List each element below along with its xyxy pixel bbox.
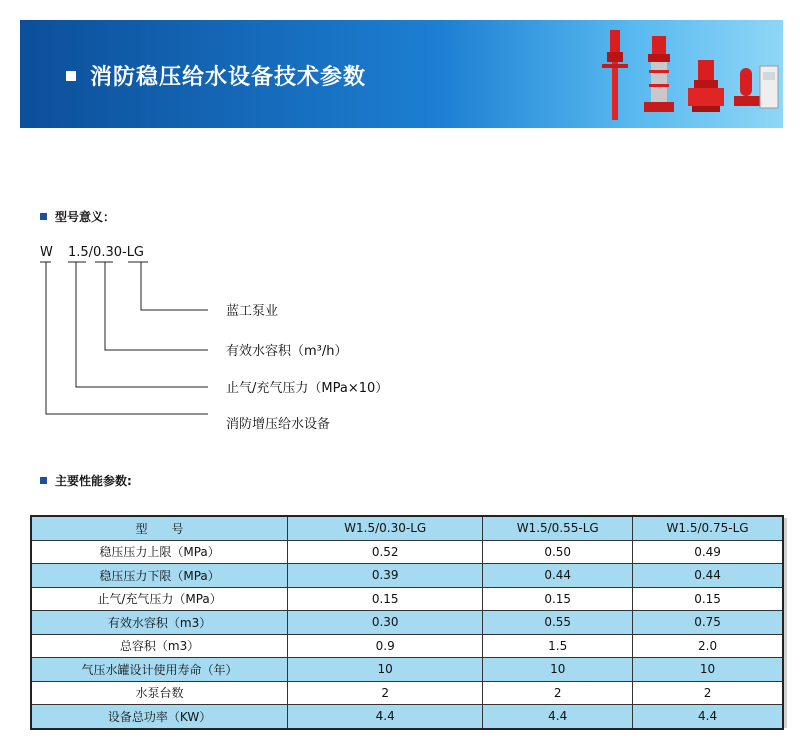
table-header-cell: 型 号 [31, 516, 288, 540]
table-cell: 0.39 [288, 564, 483, 588]
table-row [31, 634, 783, 658]
pump-icon [602, 30, 628, 120]
table-cell: 稳压压力上限（MPa） [31, 540, 288, 564]
table-cell: 4.4 [483, 705, 633, 729]
table-row [31, 658, 783, 682]
table-cell: 10 [633, 658, 783, 682]
table-cell: 0.55 [483, 611, 633, 635]
table-cell: 0.15 [288, 587, 483, 611]
table-cell: 水泵台数 [31, 681, 288, 705]
table-header-cell: W1.5/0.30-LG [288, 516, 483, 540]
square-bullet-icon [40, 213, 47, 220]
table-cell: 0.50 [483, 540, 633, 564]
table-cell: 0.52 [288, 540, 483, 564]
table-cell: 4.4 [633, 705, 783, 729]
parameters-table [30, 515, 784, 730]
table-cell: 0.44 [633, 564, 783, 588]
table-cell: 0.15 [633, 587, 783, 611]
meaning-brand: 蓝工泵业 [226, 304, 279, 319]
pump-icon [688, 60, 724, 112]
table-cell: 总容积（m3） [31, 634, 288, 658]
table-row [31, 611, 783, 635]
table-cell: 10 [288, 658, 483, 682]
table-cell: 2 [483, 681, 633, 705]
table-row [31, 587, 783, 611]
table-cell: 2.0 [633, 634, 783, 658]
table-cell: 0.15 [483, 587, 633, 611]
code-part-rest: 1.5/0.30-LG [68, 245, 145, 260]
table-cell: 10 [483, 658, 633, 682]
banner-title [66, 60, 366, 91]
table-cell: 稳压压力下限（MPa） [31, 564, 288, 588]
model-meaning-heading-text: 型号意义： [55, 210, 116, 224]
product-images [580, 24, 780, 124]
table-cell: 0.9 [288, 634, 483, 658]
table-cell: 有效水容积（m3） [31, 611, 288, 635]
table-cell: 止气/充气压力（MPa） [31, 587, 288, 611]
pump-icon [644, 36, 674, 112]
banner-title-text: 消防稳压给水设备技术参数 [90, 65, 367, 90]
table-cell: 设备总功率（KW） [31, 705, 288, 729]
table-cell: 0.30 [288, 611, 483, 635]
table-header-row [31, 516, 783, 540]
performance-heading [40, 472, 132, 489]
square-bullet-icon [66, 71, 76, 81]
table-cell: 0.44 [483, 564, 633, 588]
table-cell: 2 [288, 681, 483, 705]
table-cell: 0.75 [633, 611, 783, 635]
table-row [31, 681, 783, 705]
table-cell: 0.49 [633, 540, 783, 564]
table-row [31, 540, 783, 564]
square-bullet-icon [40, 477, 47, 484]
table-row [31, 705, 783, 729]
table-cell: 气压水罐设计使用寿命（年） [31, 658, 288, 682]
table-cell: 1.5 [483, 634, 633, 658]
table-cell: 2 [633, 681, 783, 705]
meaning-volume: 有效水容积（m³/h） [226, 344, 348, 359]
table-header-cell: W1.5/0.75-LG [633, 516, 783, 540]
pump-icon [734, 66, 778, 108]
table-header-cell: W1.5/0.55-LG [483, 516, 633, 540]
table-row [31, 564, 783, 588]
table-cell: 4.4 [288, 705, 483, 729]
meaning-equipment: 消防增压给水设备 [226, 417, 331, 432]
model-meaning-heading [40, 208, 115, 225]
meaning-pressure: 止气/充气压力（MPa×10） [226, 381, 389, 396]
code-part-w: W [40, 245, 53, 260]
title-banner [20, 20, 783, 128]
performance-heading-text: 主要性能参数: [55, 474, 132, 488]
